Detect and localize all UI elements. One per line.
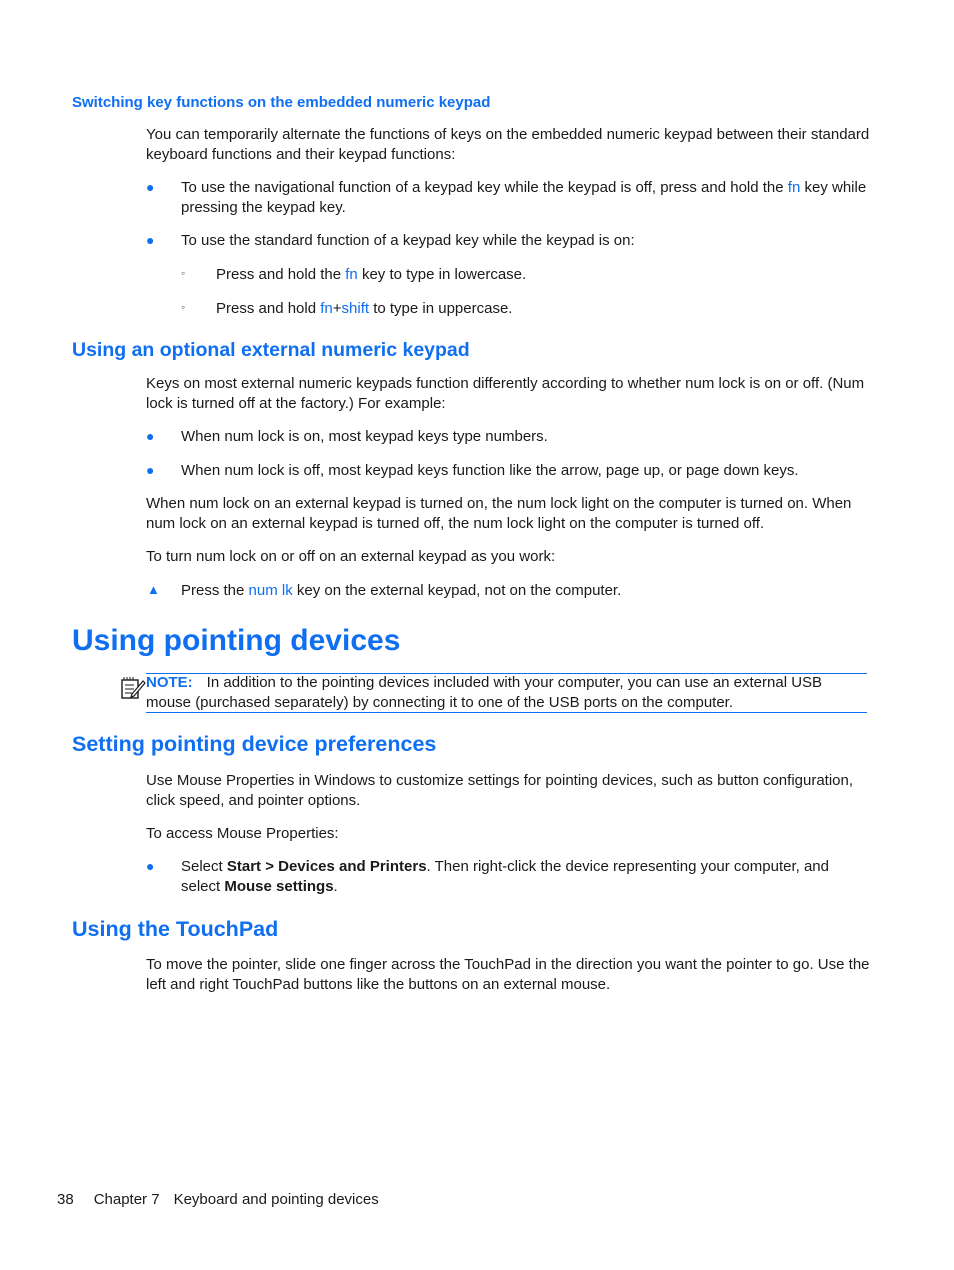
list-item: To use the navigational function of a keypad key while the keypad is off, press and hold the fn key while pressing the keypad key. <box>181 179 867 216</box>
section-heading-touchpad: Using the TouchPad <box>72 917 279 941</box>
list-item: Select Start > Devices and Printers. Then right-click the device representing your computer, and select Mouse settings. <box>181 858 829 895</box>
paragraph-intro: To move the pointer, slide one finger across the TouchPad in the direction you want the pointer to go. Use the left and right TouchPad buttons like the buttons on an external mouse. <box>146 956 870 993</box>
key-name: num lk <box>248 582 293 599</box>
page-title: Using pointing devices <box>72 624 401 657</box>
menu-item-name: Mouse settings <box>224 877 334 895</box>
chapter-number: Chapter 7 <box>93 1191 160 1208</box>
section-heading-switching-keys: Switching key functions on the embedded numeric keypad <box>72 94 491 111</box>
bullet-marker: ● <box>146 462 155 478</box>
key-name: fn <box>787 179 801 196</box>
paragraph-intro: You can temporarily alternate the functions of keys on the embedded numeric keypad between their standard keyboard functions and their keypad functions: <box>146 126 870 163</box>
step-marker: ▲ <box>147 582 160 597</box>
key-name: fn <box>345 266 358 283</box>
list-item: To use the standard function of a keypad key while the keypad is on: <box>181 232 635 249</box>
note-icon <box>120 676 146 700</box>
sub-bullet-marker: ◦ <box>181 266 186 280</box>
sub-list-item: Press and hold the fn key to type in lowercase. <box>216 266 527 283</box>
page-number: 38 <box>57 1191 74 1208</box>
paragraph: To turn num lock on or off on an external keypad as you work: <box>146 548 556 565</box>
paragraph-intro: Use Mouse Properties in Windows to customize settings for pointing devices, such as button configuration, click speed, and pointer options. <box>146 772 854 809</box>
bullet-marker: ● <box>146 179 155 195</box>
bullet-marker: ● <box>146 428 155 444</box>
paragraph-intro: Keys on most external numeric keypads function differently according to whether num lock is on or off. (Num lock is turned off at the factory.) For example: <box>146 375 865 412</box>
step-item: Press the num lk key on the external keypad, not on the computer. <box>181 582 622 599</box>
paragraph: When num lock on an external keypad is turned on, the num lock light on the computer is turned on. When num lock on an external keypad is turned off, the num lock light on the computer is turned off. <box>146 495 852 532</box>
key-name: shift <box>341 300 370 317</box>
bullet-marker: ● <box>146 858 155 874</box>
list-item: When num lock is on, most keypad keys type numbers. <box>181 428 548 445</box>
bullet-marker: ● <box>146 232 155 248</box>
chapter-title: Keyboard and pointing devices <box>173 1191 379 1208</box>
page-footer <box>57 1191 379 1208</box>
list-item: When num lock is off, most keypad keys function like the arrow, page up, or page down keys. <box>181 462 799 479</box>
note-text: NOTE: In addition to the pointing devices included with your computer, you can use an external USB mouse (purchased separately) by connecting it to one of the USB ports on the computer. <box>146 674 823 711</box>
key-name: fn <box>320 300 333 317</box>
note-label: NOTE: <box>146 674 193 691</box>
section-heading-external-keypad: Using an optional external numeric keypad <box>72 339 470 361</box>
paragraph: To access Mouse Properties: <box>146 825 339 842</box>
menu-path: Start > Devices and Printers <box>226 858 427 875</box>
sub-bullet-marker: ◦ <box>181 300 186 314</box>
sub-list-item: Press and hold fn+shift to type in uppercase. <box>216 300 513 317</box>
section-heading-preferences: Setting pointing device preferences <box>72 732 437 756</box>
